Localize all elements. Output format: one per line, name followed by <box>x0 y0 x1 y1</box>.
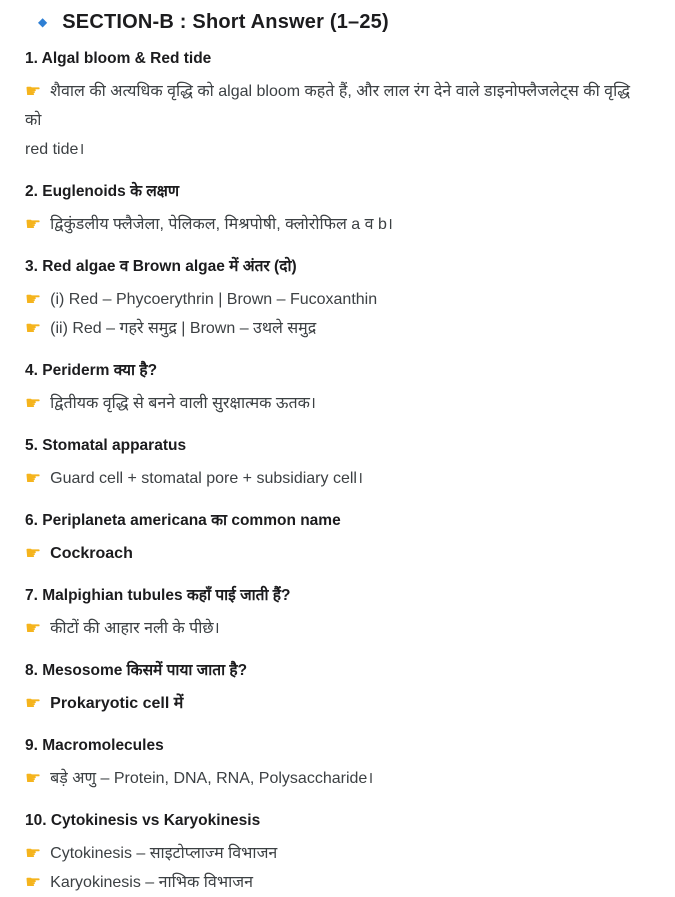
answer-text: द्वितीयक वृद्धि से बनने वाली सुरक्षात्मक ऊतक। <box>50 395 316 412</box>
answer-list <box>25 764 650 793</box>
answer-list <box>25 839 650 897</box>
answer-line <box>25 77 650 135</box>
answer-text: Cockroach <box>50 545 133 562</box>
question-block <box>25 811 650 897</box>
pointing-finger-icon: ☛ <box>25 393 42 413</box>
answer-list <box>25 689 650 718</box>
answer-list <box>25 77 650 164</box>
question-block <box>25 361 650 418</box>
answer-line <box>25 285 650 314</box>
pointing-finger-icon: ☛ <box>25 872 42 892</box>
answer-list <box>25 285 650 343</box>
answer-line <box>25 464 650 493</box>
question-title: 2. Euglenoids के लक्षण <box>25 183 180 200</box>
question-title: 5. Stomatal apparatus <box>25 437 187 454</box>
diamond-bullet-icon: ◆ <box>38 15 48 29</box>
answer-text: red tide। <box>25 141 85 158</box>
pointing-finger-icon: ☛ <box>25 693 42 713</box>
pointing-finger-icon: ☛ <box>25 318 42 338</box>
answer-text: Guard cell + stomatal pore + subsidiary cell। <box>50 470 364 487</box>
pointing-finger-icon: ☛ <box>25 768 42 788</box>
question-title: 7. Malpighian tubules कहाँ पाई जाती हैं? <box>25 587 291 604</box>
answer-line <box>25 839 650 868</box>
question-title: 3. Red algae व Brown algae में अंतर (दो) <box>25 258 297 275</box>
question-title: 4. Periderm क्या है? <box>25 362 158 379</box>
pointing-finger-icon: ☛ <box>25 843 42 863</box>
pointing-finger-icon: ☛ <box>25 214 42 234</box>
pointing-finger-icon: ☛ <box>25 289 42 309</box>
answer-list <box>25 614 650 643</box>
section-header <box>38 10 650 34</box>
answer-line <box>25 614 650 643</box>
pointing-finger-icon: ☛ <box>25 543 42 563</box>
answer-line <box>25 135 650 164</box>
answer-text: Prokaryotic cell में <box>50 695 184 712</box>
answer-line <box>25 210 650 239</box>
answer-list <box>25 464 650 493</box>
answer-line <box>25 764 650 793</box>
questions <box>25 49 650 897</box>
pointing-finger-icon: ☛ <box>25 468 42 488</box>
question-block <box>25 586 650 643</box>
answer-list <box>25 389 650 418</box>
question-block <box>25 49 650 164</box>
answer-text: बड़े अणु – Protein, DNA, RNA, Polysaccharide। <box>50 770 374 787</box>
question-title: 1. Algal bloom & Red tide <box>25 50 212 67</box>
question-block <box>25 661 650 718</box>
answer-line <box>25 314 650 343</box>
answer-text: द्विकुंडलीय फ्लैजेला, पेलिकल, मिश्रपोषी, क्लोरोफिल a व b। <box>50 216 393 233</box>
pointing-finger-icon: ☛ <box>25 81 42 101</box>
question-block <box>25 257 650 343</box>
question-title: 8. Mesosome किसमें पाया जाता है? <box>25 662 248 679</box>
answer-line <box>25 539 650 568</box>
answer-text: Karyokinesis – नाभिक विभाजन <box>50 874 253 891</box>
answer-list <box>25 539 650 568</box>
pointing-finger-icon: ☛ <box>25 618 42 638</box>
answer-text: Cytokinesis – साइटोप्लाज्म विभाजन <box>50 845 278 862</box>
answer-line <box>25 389 650 418</box>
question-block <box>25 736 650 793</box>
question-title: 9. Macromolecules <box>25 737 164 754</box>
answer-list <box>25 210 650 239</box>
question-block <box>25 182 650 239</box>
question-title: 6. Periplaneta americana का common name <box>25 512 341 529</box>
section-title: SECTION-B : Short Answer (1–25) <box>62 11 389 33</box>
answer-line <box>25 689 650 718</box>
answer-text: (i) Red – Phycoerythrin | Brown – Fucoxanthin <box>50 291 378 308</box>
question-block <box>25 436 650 493</box>
answer-line <box>25 868 650 897</box>
answer-text: शैवाल की अत्यधिक वृद्धि को algal bloom कहते हैं, और लाल रंग देने वाले डाइनोफ्लैजलेट्स की वृद्धि को <box>25 83 630 129</box>
answer-text: (ii) Red – गहरे समुद्र | Brown – उथले समुद्र <box>50 320 317 337</box>
question-title: 10. Cytokinesis vs Karyokinesis <box>25 812 261 829</box>
answer-text: कीटों की आहार नली के पीछे। <box>50 620 220 637</box>
question-block <box>25 511 650 568</box>
